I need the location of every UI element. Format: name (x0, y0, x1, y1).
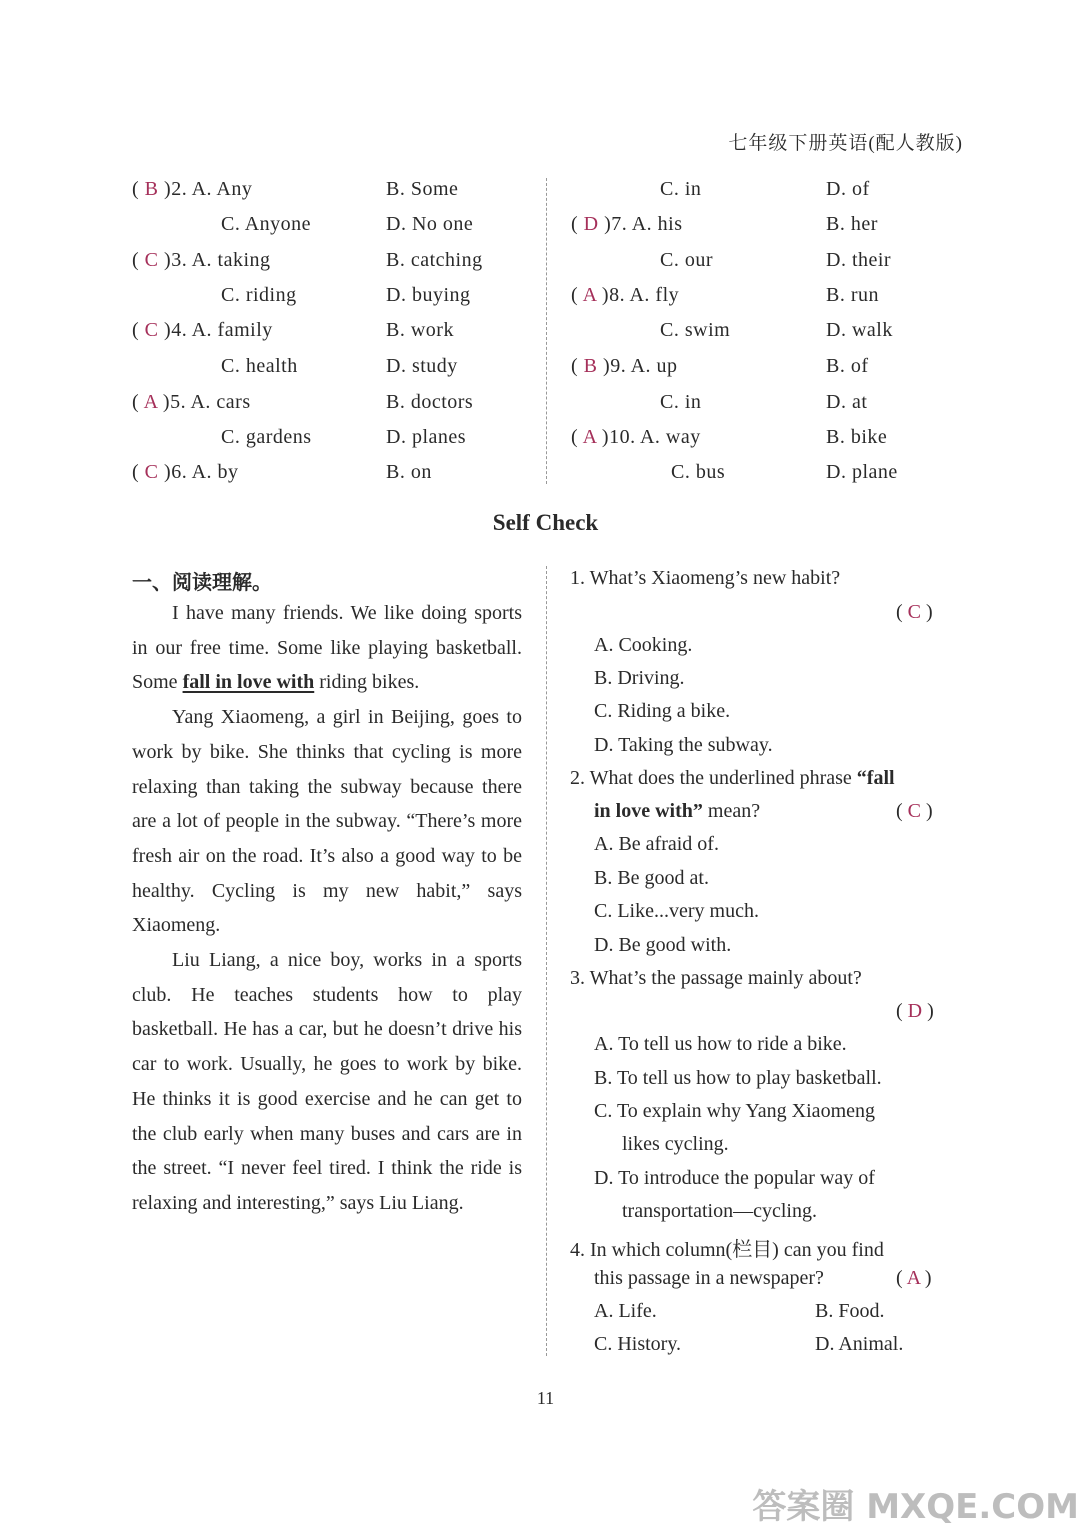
passage-paragraph-1 (132, 596, 522, 700)
answer-letter: C (907, 601, 922, 623)
option-b: B. Food. (815, 1300, 885, 1322)
option-a: A. Any (191, 178, 253, 200)
answer-letter: C (907, 800, 922, 822)
option-b: B. her (826, 213, 878, 235)
option-c: C. gardens (221, 426, 312, 448)
stem-text: mean? (702, 800, 761, 822)
option-b: B. Be good at. (594, 867, 709, 889)
option-d: D. Taking the subway. (594, 734, 773, 756)
answer-3: C (144, 249, 159, 271)
option-d: D. Be good with. (594, 934, 732, 956)
option-a: A. cars (190, 391, 251, 413)
option-c: C. in (660, 391, 702, 413)
question-number: 5 (170, 391, 181, 413)
option-d: D. buying (386, 284, 471, 306)
option-c: C. our (660, 249, 713, 271)
reading-section-label: 一、阅读理解。 (132, 570, 272, 594)
option-b: B. Driving. (594, 667, 685, 689)
stem-text: 2. What does the underlined phrase (570, 767, 857, 789)
question-3-stem: 3. What’s the passage mainly about? (570, 967, 862, 989)
option-c-cont: likes cycling. (622, 1133, 729, 1155)
option-d-cont: transportation—cycling. (622, 1200, 817, 1222)
question-number: 6 (171, 461, 182, 483)
answer-6: C (144, 461, 159, 483)
question-2-stem (570, 767, 962, 790)
answer-letter: D (907, 1000, 923, 1022)
option-b: B. Some (386, 178, 459, 200)
option-c: C. To explain why Yang Xiaomeng (594, 1100, 875, 1122)
option-d: D. study (386, 355, 458, 377)
option-a: A. taking (191, 249, 271, 271)
option-b: B. doctors (386, 391, 474, 413)
answer-10: A (582, 426, 597, 448)
answer-2: B (144, 178, 159, 200)
option-c: C. History. (594, 1333, 682, 1355)
option-a: A. family (191, 319, 273, 341)
question-1-answer: ( C ) (896, 601, 933, 623)
question-4-stem: 4. In which column(栏目) can you find (570, 1239, 884, 1261)
option-a: A. To tell us how to ride a bike. (594, 1033, 847, 1055)
question-number: 2 (171, 178, 182, 200)
option-a: A. his (631, 213, 683, 235)
option-d: D. at (826, 391, 868, 413)
option-c: C. Riding a bike. (594, 700, 731, 722)
cloze-item-2: ( B )2. A. Any (132, 178, 253, 200)
answer-4: C (144, 319, 159, 341)
option-a: A. way (639, 426, 701, 448)
question-2-stem-cont (594, 800, 760, 823)
cloze-item-4: ( C )4. A. family (132, 319, 273, 341)
column-divider (546, 178, 547, 484)
option-a: A. Be afraid of. (594, 833, 719, 855)
option-a: A. Life. (594, 1300, 657, 1322)
option-b: B. bike (826, 426, 888, 448)
option-a: A. up (630, 355, 678, 377)
option-d: D. of (826, 178, 870, 200)
section-title: Self Check (492, 510, 599, 535)
option-d: D. plane (826, 461, 898, 483)
answer-7: D (583, 213, 599, 235)
question-number: 10 (609, 426, 631, 448)
cloze-item-9: ( B )9. A. up (571, 355, 678, 377)
option-b: B. catching (386, 249, 483, 271)
column-divider (546, 566, 547, 1356)
answer-letter: A (906, 1267, 920, 1289)
cloze-item-6: ( C )6. A. by (132, 461, 239, 483)
question-2-answer: ( C ) (896, 800, 933, 822)
option-d: D. their (826, 249, 892, 271)
underlined-phrase: fall in love with (182, 671, 315, 694)
stem-phrase: “fall (856, 767, 895, 789)
answer-5: A (143, 391, 158, 413)
option-b: B. To tell us how to play basketball. (594, 1067, 882, 1089)
question-4-stem-cont: this passage in a newspaper? (594, 1267, 824, 1289)
question-number: 7 (611, 213, 622, 235)
page-number: 11 (536, 1388, 555, 1408)
cloze-item-7: ( D )7. A. his (571, 213, 683, 235)
option-b: B. run (826, 284, 879, 306)
question-number: 4 (171, 319, 182, 341)
question-3-answer: ( D ) (896, 1000, 934, 1022)
paragraph-text: I have many friends. We like doing sports in our free time. Some like playing basketball. Some (132, 602, 522, 694)
answer-9: B (583, 355, 598, 377)
stem-phrase: in love with” (594, 800, 703, 822)
cloze-item-3: ( C )3. A. taking (132, 249, 271, 271)
passage-paragraph-2: Yang Xiaomeng, a girl in Beijing, goes to work by bike. She thinks that cycling is more relaxing than taking the subway because there are a lot of people in the subway. “There’s more fresh air on the road. It’s also a good way to be healthy. Cycling is my new habit,” says Xiaomeng. (132, 706, 522, 937)
question-number: 9 (610, 355, 621, 377)
option-c: C. bus (671, 461, 726, 483)
option-c: C. health (221, 355, 298, 377)
option-c: C. swim (660, 319, 731, 341)
option-d: D. walk (826, 319, 893, 341)
option-d: D. Animal. (815, 1333, 904, 1355)
option-a: A. fly (629, 284, 680, 306)
option-d: D. No one (386, 213, 474, 235)
option-b: B. of (826, 355, 869, 377)
reading-passage (132, 596, 522, 1221)
option-b: B. work (386, 319, 454, 341)
option-a: A. by (191, 461, 239, 483)
option-b: B. on (386, 461, 432, 483)
question-number: 3 (171, 249, 182, 271)
cloze-item-10: ( A )10. A. way (571, 426, 701, 448)
option-d: D. planes (386, 426, 467, 448)
answer-8: A (582, 284, 597, 306)
paragraph-text: riding bikes. (314, 671, 420, 694)
cloze-item-8: ( A )8. A. fly (571, 284, 680, 306)
cloze-item-5: ( A )5. A. cars (132, 391, 251, 413)
option-d: D. To introduce the popular way of (594, 1167, 875, 1189)
question-4-answer: ( A ) (896, 1267, 932, 1289)
passage-paragraph-3: Liu Liang, a nice boy, works in a sports club. He teaches students how to play basketball. He has a car, but he doesn’t drive his car to work. Usually, he goes to work by bike. He thinks it is good exercise and he can get to the club early when many buses and cars are in the street. “I never feel tired. I think the ride is relaxing and interesting,” says Liu Liang. (132, 949, 522, 1214)
book-header: 七年级下册英语(配人教版) (728, 133, 963, 154)
option-c: C. Like...very much. (594, 900, 759, 922)
option-c: C. Anyone (221, 213, 312, 235)
option-c: C. riding (221, 284, 297, 306)
question-1-stem: 1. What’s Xiaomeng’s new habit? (570, 567, 841, 589)
option-c: C. in (660, 178, 702, 200)
question-number: 8 (609, 284, 620, 306)
option-a: A. Cooking. (594, 634, 693, 656)
watermark-logo: 答案圈 MXQE.COM (752, 1487, 1079, 1527)
